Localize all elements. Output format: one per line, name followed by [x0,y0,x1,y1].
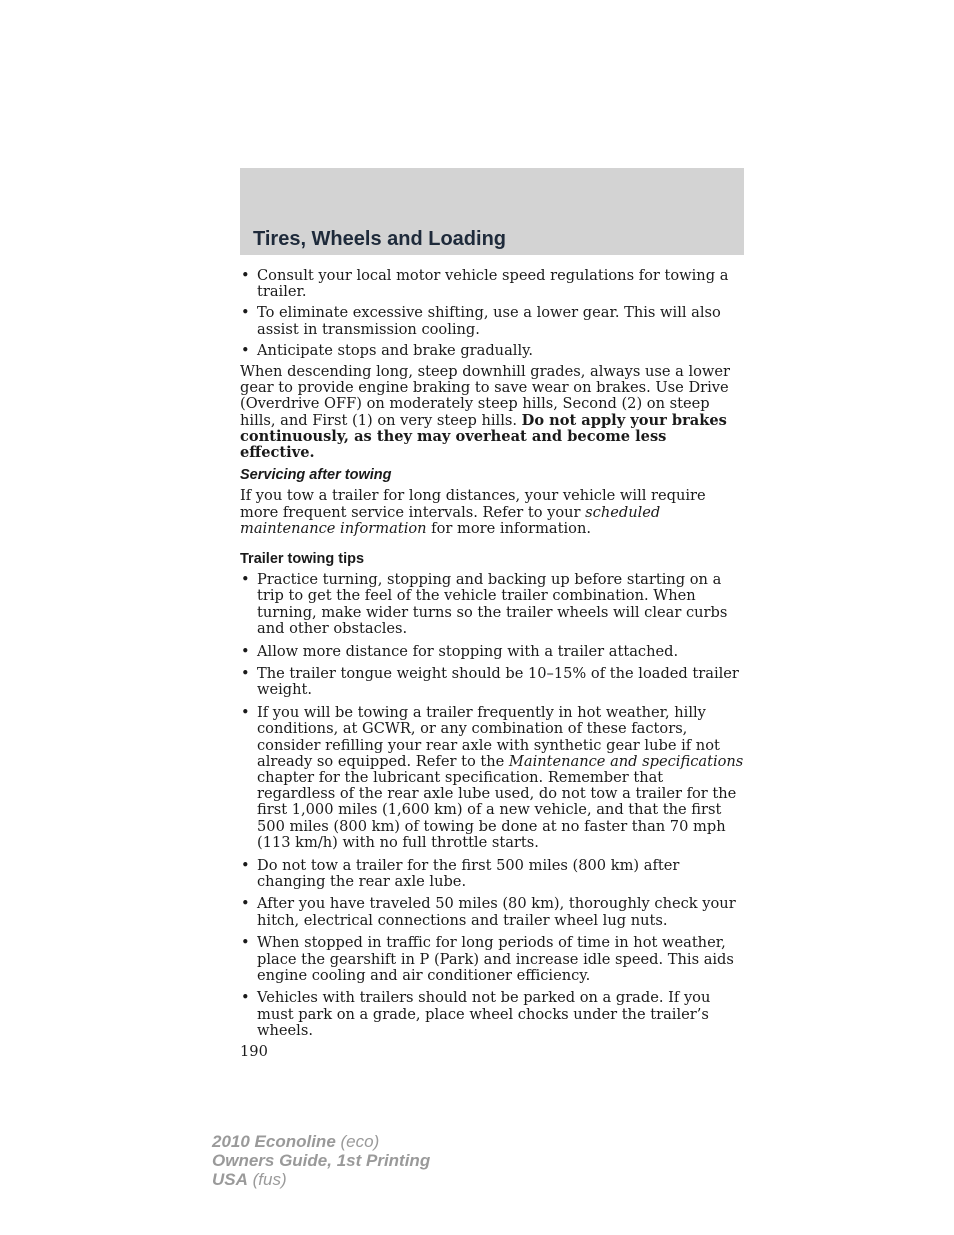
list-item: • To eliminate excessive shifting, use a lower gear. This will also assist in transmission cooling. [240,305,744,337]
list-item: • Practice turning, stopping and backing up before starting on a trip to get the feel of the vehicle trailer combination. When turning, make wider turns so the trailer wheels will clear curbs and other obstacles. [240,572,744,637]
footer-guide: Owners Guide, 1st Printing [212,1151,431,1170]
tip-text-after: chapter for the lubricant specification. Remember that regardless of the rear axle lube used, do not tow a trailer for the first 1,000 miles (1,600 km) of a new vehicle, and that the first 500 miles (800 km) of towing be done at no faster than 70 mph (113 km/h) with no full throttle starts. [257,768,737,851]
footer-region-code: (fus) [247,1170,287,1189]
servicing-paragraph [240,488,744,537]
list-item: • The trailer tongue weight should be 10–15% of the loaded trailer weight. [240,666,744,698]
list-item: • Do not tow a trailer for the first 500 miles (800 km) after changing the rear axle lube. [240,858,744,890]
brake-warning: Do not apply your brakes continuously, as they may overheat and become less effective. [240,411,727,462]
tips-bullet-list [240,572,744,1039]
list-item: • After you have traveled 50 miles (80 km), thoroughly check your hitch, electrical connections and trailer wheel lug nuts. [240,896,744,928]
list-item: • Anticipate stops and brake gradually. [240,343,744,359]
tips-heading: Trailer towing tips [240,551,365,568]
intro-bullet-list [240,268,744,359]
list-item: • Consult your local motor vehicle speed regulations for towing a trailer. [240,268,744,300]
list-item: • When stopped in traffic for long periods of time in hot weather, place the gearshift in P (Park) and increase idle speed. This aids engine cooling and air conditioner efficiency. [240,935,744,984]
descending-paragraph [240,364,744,461]
footer-region-line [212,1170,430,1189]
list-item: • Allow more distance for stopping with a trailer attached. [240,644,744,660]
tip-text-before: If you will be towing a trailer frequently in hot weather, hilly conditions, at GCWR, or any combination of these factors, consider refilling your rear axle with synthetic gear lube if not already so equipped. Refer to the [257,704,720,770]
page-content [240,268,744,1060]
servicing-text-before: If you tow a trailer for long distances, your vehicle will require more frequent service intervals. Refer to your [240,487,706,521]
footer-model-code: (eco) [335,1132,380,1151]
footer-model: 2010 Econoline [212,1132,336,1151]
footer-model-line [212,1132,430,1151]
list-item: • Vehicles with trailers should not be parked on a grade. If you must park on a grade, place wheel chocks under the trailer’s wheels. [240,990,744,1039]
section-title: Tires, Wheels and Loading [253,228,507,250]
list-item [240,705,744,851]
descending-text: When descending long, steep downhill grades, always use a lower gear to provide engine braking to save wear on brakes. Use Drive (Overdrive OFF) on moderately steep hills, Second (2) on steep hills, and First (1) on very steep hills. [240,363,731,429]
footer-region: USA [212,1170,248,1189]
specifications-reference: Maintenance and specifications [508,752,744,770]
maintenance-reference: scheduled maintenance information [240,503,661,537]
servicing-heading: Servicing after towing [240,467,392,484]
footer [212,1132,430,1189]
servicing-text-after: for more information. [426,519,591,537]
page-number: 190 [240,1042,268,1060]
